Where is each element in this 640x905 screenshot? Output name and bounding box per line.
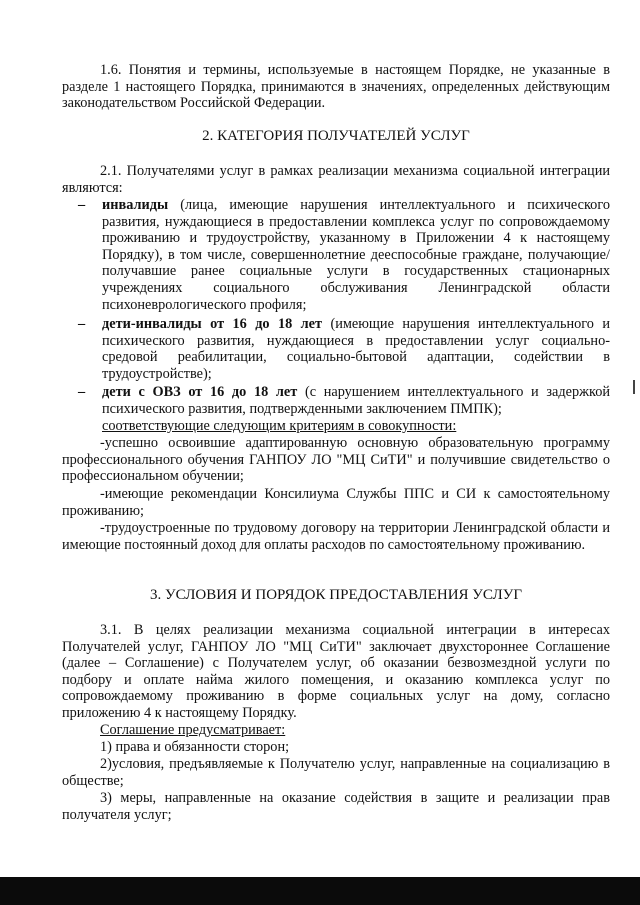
criteria-item-1: -успешно освоившие адаптированную основную образовательную программу профессионального обучения ГАНПОУ ЛО "МЦ СиТИ" и получившие свидетельство о профессиональном обучении; bbox=[62, 435, 610, 485]
scan-bottom-border bbox=[0, 877, 640, 905]
agreement-title-text: Соглашение предусматривает: bbox=[100, 722, 286, 738]
criteria-title-text: соответствующие следующим критериям в совокупности: bbox=[102, 418, 457, 434]
list-item-text: (лица, имеющие нарушения интеллектуального и психического развития, нуждающиеся в предоставлении комплекса услуг по сопровождаемому проживанию и трудоустройству, указанному в Приложении 4 к настоящему Порядку), в том числе, совершеннолетние дееспособные граждане, получающие/получавшие ранее социальные услуги в государственных стационарных учреждениях социального обслуживания Ленинградской области психоневрологического профиля; bbox=[102, 197, 610, 313]
criteria-item-3: -трудоустроенные по трудовому договору на территории Ленинградской области и имеющие постоянный доход для оплаты расходов по самостоятельному проживанию. bbox=[62, 520, 610, 553]
paragraph-3-1: 3.1. В целях реализации механизма социальной интеграции в интересах Получателей услуг, ГАНПОУ ЛО "МЦ СиТИ" заключает двухстороннее Соглашение (далее – Соглашение) с Получателем услуг, об оказании безвозмездной услуги по подбору и оплате найма жилого помещения, и оказанию комплекса услуг по сопровождаемому проживанию в форме социальных услуг на дому, согласно приложению 4 к настоящему Порядку. bbox=[62, 622, 610, 721]
term-disabled-children: дети-инвалиды от 16 до 18 лет bbox=[102, 316, 323, 332]
scan-edge-mark bbox=[633, 380, 635, 394]
term-children-ovz: дети с ОВЗ от 16 до 18 лет bbox=[102, 384, 298, 400]
list-item-disabled-children bbox=[78, 316, 610, 382]
agreement-title bbox=[62, 722, 610, 739]
dash-marker: – bbox=[78, 316, 86, 332]
paragraph-2-1: 2.1. Получателями услуг в рамках реализации механизма социальной интеграции являются: bbox=[62, 163, 610, 196]
provision-2: 2)условия, предъявляемые к Получателю услуг, направленные на социализацию в обществе; bbox=[62, 756, 610, 789]
list-item-text: (с нарушением интеллектуального и задержкой психического развития, подтвержденными заключением ПМПК); bbox=[102, 384, 610, 417]
criteria-title bbox=[62, 418, 610, 435]
section-3-heading: 3. УСЛОВИЯ И ПОРЯДОК ПРЕДОСТАВЛЕНИЯ УСЛУГ bbox=[149, 587, 523, 603]
provision-1: 1) права и обязанности сторон; bbox=[100, 739, 290, 755]
paragraph-1-6: 1.6. Понятия и термины, используемые в настоящем Порядке, не указанные в разделе 1 настоящего Порядка, принимаются в значениях, определенных действующим законодательством Российской Федерации. bbox=[62, 62, 610, 112]
list-item-children-ovz bbox=[78, 384, 610, 417]
provision-3: 3) меры, направленные на оказание содействия в защите и реализации прав получателя услуг; bbox=[62, 790, 610, 823]
term-invalids: инвалиды bbox=[102, 197, 169, 213]
dash-marker: – bbox=[78, 384, 86, 400]
list-item-text: (имеющие нарушения интеллектуального и психического развития, нуждающиеся в предоставлении услуг социально-средовой реабилитации, социально-бытовой адаптации, содействии в трудоустройстве); bbox=[102, 316, 610, 382]
section-2-heading: 2. КАТЕГОРИЯ ПОЛУЧАТЕЛЕЙ УСЛУГ bbox=[202, 128, 470, 144]
dash-marker: – bbox=[78, 197, 86, 213]
criteria-item-2: -имеющие рекомендации Консилиума Службы ППС и СИ к самостоятельному проживанию; bbox=[62, 486, 610, 519]
list-item-invalids bbox=[78, 197, 610, 313]
